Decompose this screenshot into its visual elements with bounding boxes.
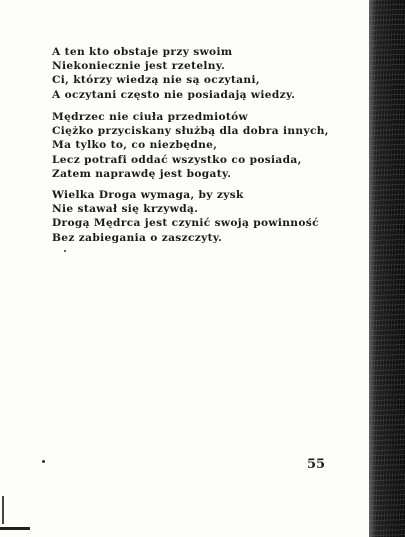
verse-line: A ten kto obstaje przy swoim: [52, 46, 233, 58]
binding-edge: [369, 0, 405, 537]
verse-line: Mędrzec nie ciuła przedmiotów: [52, 111, 248, 123]
stanza-3: [52, 188, 319, 245]
verse-line: Bez zabiegania o zaszczyty.: [52, 231, 223, 244]
verse-line: Ma tylko to, co niezbędne,: [52, 139, 218, 152]
verse-line: A oczytani często nie posiadają wiedzy.: [52, 88, 296, 101]
verse-line: Zatem naprawdę jest bogaty.: [52, 167, 232, 180]
scan-mark: [0, 527, 30, 530]
stanza-2: [52, 110, 329, 181]
verse-line: Drogą Mędrca jest czynić swoją powinność: [52, 217, 319, 230]
verse-line: Ci, którzy wiedzą nie są oczytani,: [52, 74, 260, 87]
scan-speck: [64, 250, 66, 252]
verse-line: Ciężko przyciskany służbą dla dobra innych,: [52, 125, 329, 138]
page-number: 55: [307, 457, 326, 472]
scan-speck: [42, 460, 45, 463]
scan-mark: [2, 496, 4, 524]
stanza-1: [52, 45, 295, 102]
verse-line: Wielka Droga wymaga, by zysk: [52, 189, 244, 201]
verse-line: Lecz potrafi oddać wszystko co posiada,: [52, 153, 302, 166]
verse-line: Niekoniecznie jest rzetelny.: [52, 60, 226, 73]
verse-line: Nie stawał się krzywdą.: [52, 203, 199, 216]
